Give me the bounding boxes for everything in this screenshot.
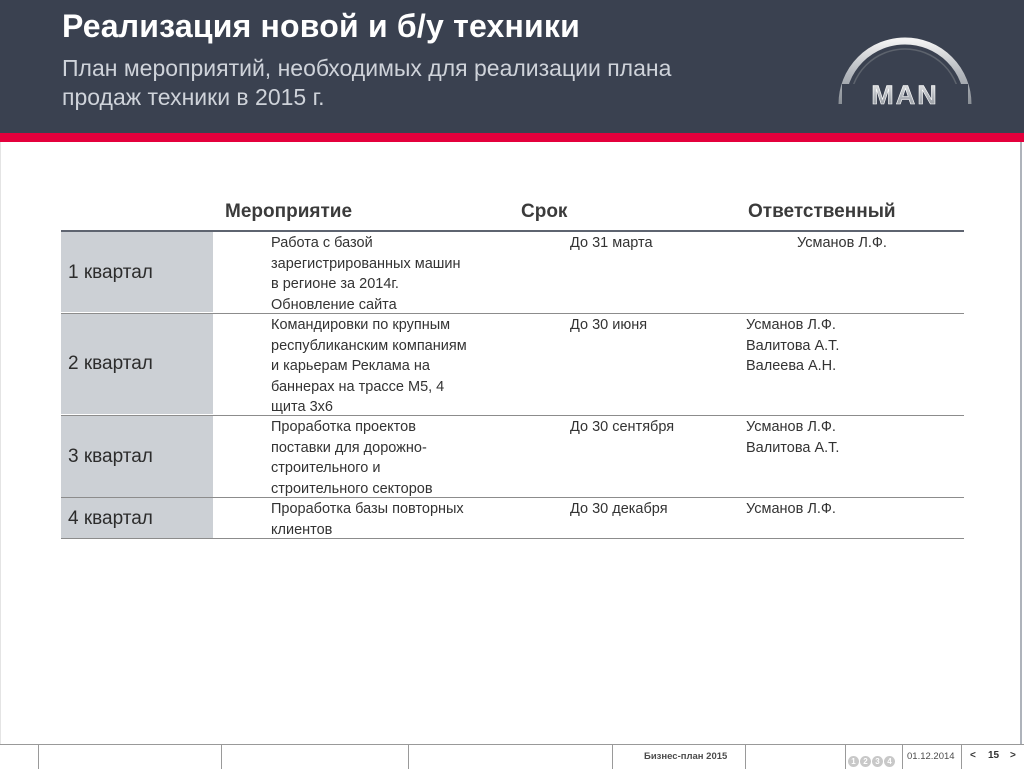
subtitle-line-1: План мероприятий, необходимых для реализации плана — [62, 55, 672, 81]
step-circle[interactable]: 1 — [848, 756, 859, 767]
accent-bar — [0, 133, 1024, 142]
activity-cell: Проработка базы повторных клиентов — [271, 501, 464, 538]
subtitle-line-2: продаж техники в 2015 г. — [62, 84, 325, 110]
footer-date: 01.12.2014 — [907, 751, 955, 762]
deadline-cell: До 31 марта — [570, 235, 653, 251]
step-circle[interactable]: 3 — [872, 756, 883, 767]
man-logo — [830, 34, 980, 114]
deadline-cell: До 30 июня — [570, 317, 648, 333]
responsible-cell: Усманов Л.Ф. Валитова А.Т. — [746, 419, 840, 456]
slide-title: Реализация новой и б/у техники — [62, 8, 580, 44]
next-page-button[interactable]: > — [1010, 750, 1016, 761]
logo-text: MAN — [871, 80, 939, 110]
step-circle[interactable]: 4 — [884, 756, 895, 767]
activity-cell: Командировки по крупным республиканским компаниям и карьерам Реклама на баннерах на трассе М5, 4 щита 3х6 — [271, 317, 467, 415]
deadline-cell: До 30 декабря — [570, 501, 668, 517]
column-header-deadline: Срок — [521, 201, 568, 222]
quarter-label: 2 квартал — [68, 353, 153, 374]
quarter-label: 4 квартал — [68, 508, 153, 529]
step-circle[interactable]: 2 — [860, 756, 871, 767]
slide-subtitle — [62, 54, 802, 112]
table-bottom-rule — [61, 538, 964, 539]
slide-footer — [0, 744, 1024, 769]
column-header-activity: Мероприятие — [225, 201, 353, 222]
step-indicator — [848, 751, 896, 769]
responsible-cell: Усманов Л.Ф. — [797, 235, 887, 251]
responsible-cell: Усманов Л.Ф. — [746, 501, 836, 517]
quarter-label: 3 квартал — [68, 446, 153, 467]
page-number: 15 — [988, 750, 1000, 761]
column-header-responsible: Ответственный — [748, 201, 896, 222]
activity-cell: Работа с базой зарегистрированных машин в регионе за 2014г. Обновление сайта — [271, 235, 461, 313]
prev-page-button[interactable]: < — [970, 750, 976, 761]
activity-cell: Проработка проектов поставки для дорожно- строительного и строительного секторов — [271, 419, 433, 497]
responsible-cell: Усманов Л.Ф. Валитова А.Т. Валеева А.Н. — [746, 317, 840, 374]
deadline-cell: До 30 сентября — [570, 419, 675, 435]
quarter-label: 1 квартал — [68, 262, 153, 283]
footer-doc-title: Бизнес-план 2015 — [644, 751, 728, 762]
